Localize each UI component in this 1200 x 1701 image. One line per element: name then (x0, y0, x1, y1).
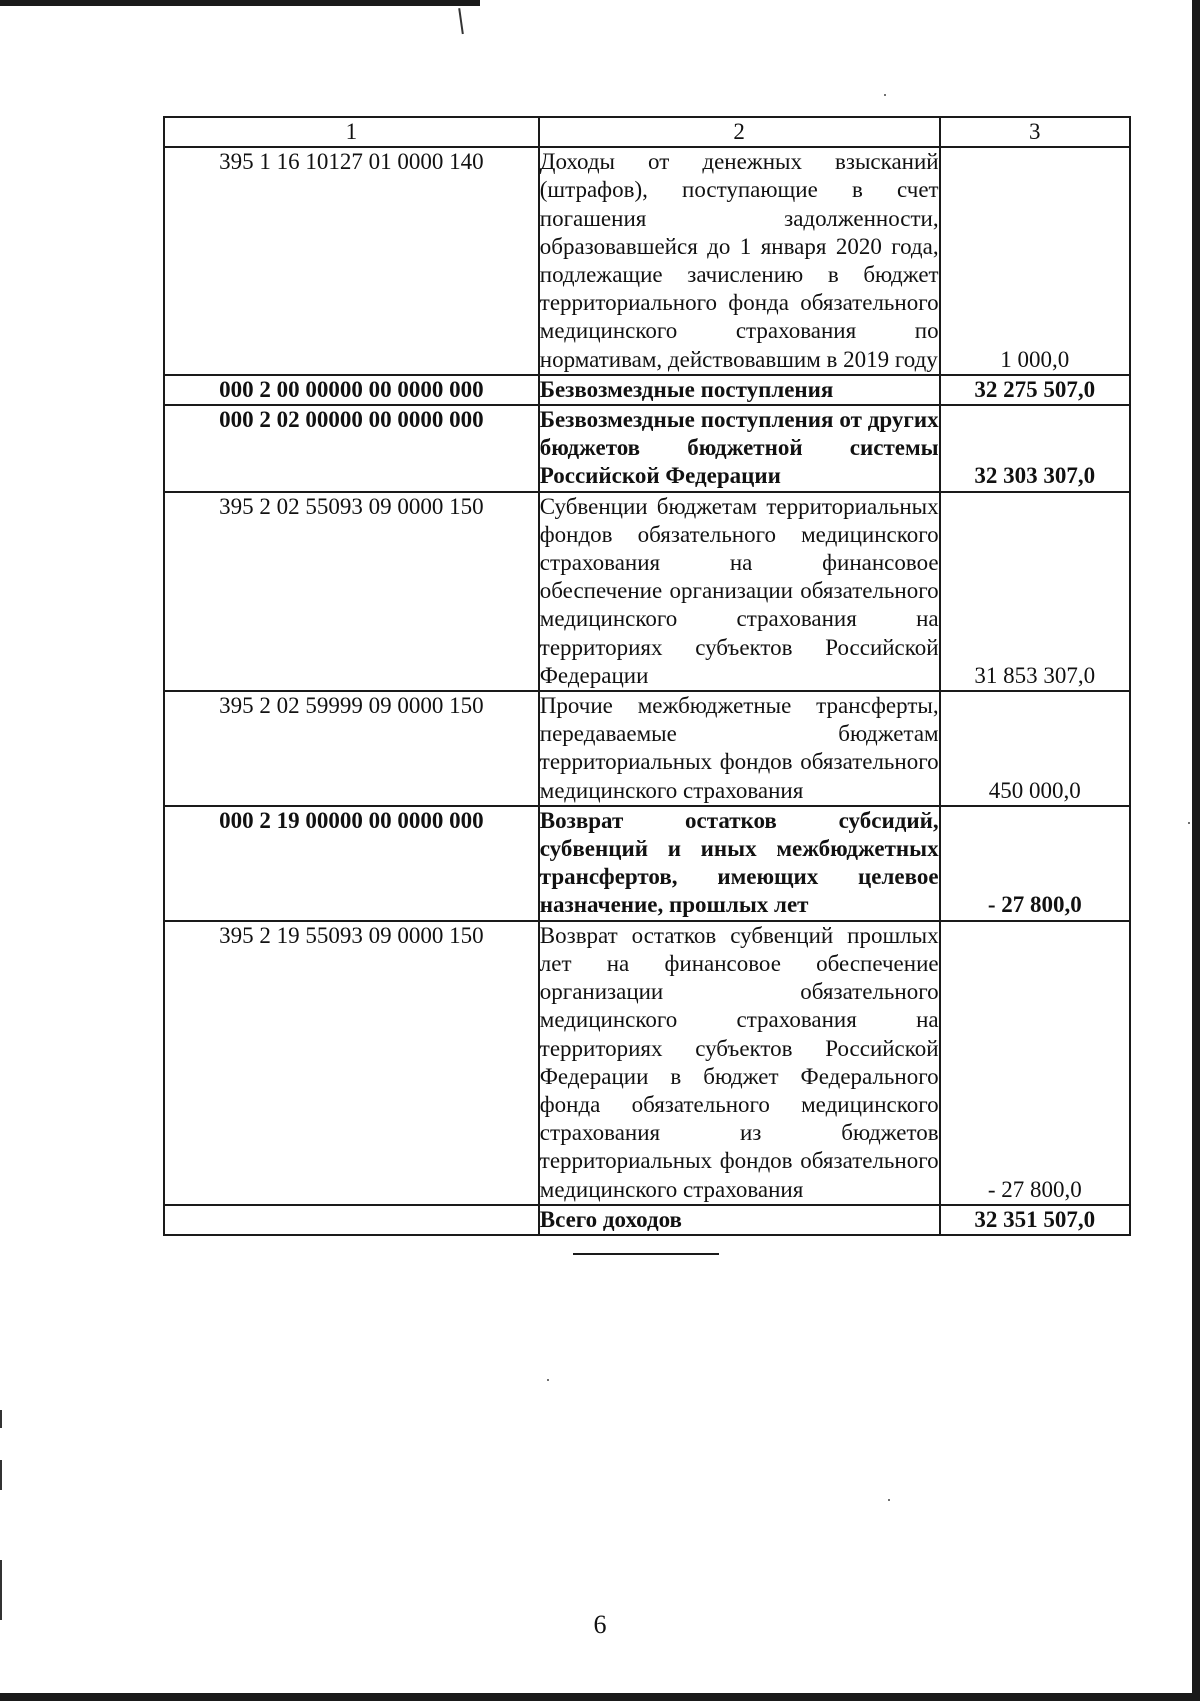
amount-cell: 31 853 307,0 (940, 492, 1130, 691)
table-row (164, 921, 1130, 1205)
footer-divider (573, 1253, 719, 1255)
description-cell: Возврат остатков субсидий, субвенций и иных межбюджетных трансфертов, имеющих целевое назначение, прошлых лет (539, 806, 940, 921)
amount-cell: 32 303 307,0 (940, 405, 1130, 492)
budget-code-cell: 395 1 16 10127 01 0000 140 (164, 147, 539, 375)
scan-speck (547, 1379, 549, 1381)
description-cell: Субвенции бюджетам территориальных фондов обязательного медицинского страхования на финансовое обеспечение организации обязательного медицинского страхования на территориях субъектов Российской Федерации (539, 492, 940, 691)
scan-speck (888, 1499, 890, 1501)
description-cell: Всего доходов (539, 1205, 940, 1235)
amount-cell: 450 000,0 (940, 691, 1130, 806)
scan-border-bottom (0, 1693, 1200, 1701)
pen-tick-mark (458, 8, 466, 34)
column-header: 1 (164, 117, 539, 147)
scan-speck (884, 94, 886, 96)
budget-code-cell: 395 2 02 59999 09 0000 150 (164, 691, 539, 806)
scan-speck (1188, 822, 1190, 824)
scan-artifact-mark (0, 1460, 2, 1490)
column-header: 3 (940, 117, 1130, 147)
table-row (164, 1205, 1130, 1235)
table-row (164, 405, 1130, 492)
description-cell: Безвозмездные поступления от других бюджетов бюджетной системы Российской Федерации (539, 405, 940, 492)
table-header-row (164, 117, 1130, 147)
table-row (164, 806, 1130, 921)
description-cell: Возврат остатков субвенций прошлых лет на финансовое обеспечение организации обязательного медицинского страхования на территориях субъектов Российской Федерации в бюджет Федерального фонда обязательного медицинского страхования из бюджетов территориальных фондов обязательного медицинского страхования (539, 921, 940, 1205)
description-cell: Безвозмездные поступления (539, 375, 940, 405)
amount-cell: - 27 800,0 (940, 806, 1130, 921)
amount-cell: 1 000,0 (940, 147, 1130, 375)
description-cell: Прочие межбюджетные трансферты, передаваемые бюджетам территориальных фондов обязательного медицинского страхования (539, 691, 940, 806)
amount-cell: 32 351 507,0 (940, 1205, 1130, 1235)
column-header: 2 (539, 117, 940, 147)
scan-border-top (0, 0, 480, 6)
table-row (164, 375, 1130, 405)
budget-code-cell (164, 1205, 539, 1235)
scan-border-right (1192, 0, 1200, 1701)
budget-code-cell: 000 2 00 00000 00 0000 000 (164, 375, 539, 405)
budget-code-cell: 000 2 19 00000 00 0000 000 (164, 806, 539, 921)
amount-cell: - 27 800,0 (940, 921, 1130, 1205)
description-cell: Доходы от денежных взысканий (штрафов), поступающие в счет погашения задолженности, образовавшейся до 1 января 2020 года, подлежащие зачислению в бюджет территориального фонда обязательного медицинского страхования по нормативам, действовавшим в 2019 году (539, 147, 940, 375)
budget-code-cell: 395 2 19 55093 09 0000 150 (164, 921, 539, 1205)
scan-artifact-mark (0, 1410, 2, 1428)
amount-cell: 32 275 507,0 (940, 375, 1130, 405)
budget-code-cell: 395 2 02 55093 09 0000 150 (164, 492, 539, 691)
page-number: 6 (593, 1610, 607, 1639)
table-row (164, 492, 1130, 691)
revenue-table (163, 116, 1131, 1236)
budget-code-cell: 000 2 02 00000 00 0000 000 (164, 405, 539, 492)
table-row (164, 147, 1130, 375)
table-row (164, 691, 1130, 806)
